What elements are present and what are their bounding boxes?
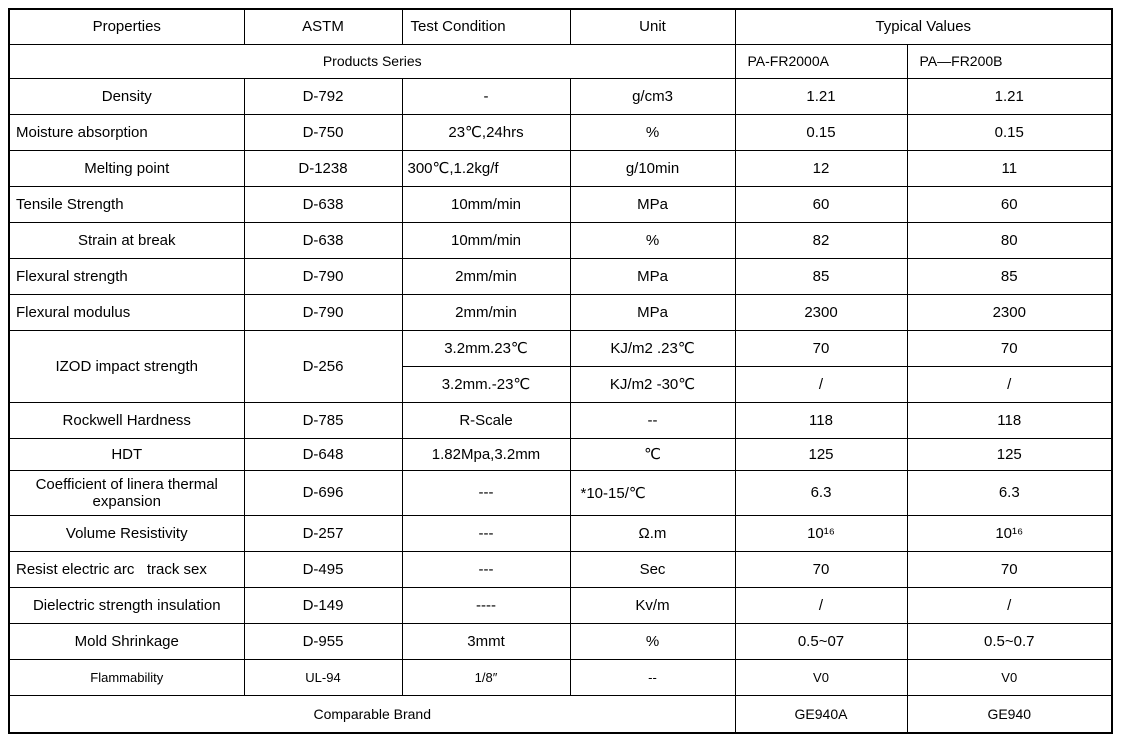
value-a-cell: 82 xyxy=(735,222,907,258)
value-a-cell: 1.21 xyxy=(735,78,907,114)
test-condition-cell: 10mm/min xyxy=(402,222,570,258)
value-a-cell: 0.5~07 xyxy=(735,623,907,659)
series-col-pa-fr2000a: PA-FR2000A xyxy=(735,44,907,78)
table-row xyxy=(9,114,1112,150)
table-row xyxy=(9,659,1112,695)
table-row xyxy=(9,78,1112,114)
value-a-cell: 118 xyxy=(735,402,907,438)
test-condition-cell: 3.2mm.-23℃ xyxy=(402,366,570,402)
astm-cell: D-1238 xyxy=(244,150,402,186)
test-condition-cell: --- xyxy=(402,515,570,551)
value-b-cell: 125 xyxy=(907,438,1112,470)
property-cell: Flammability xyxy=(9,659,244,695)
table-row xyxy=(9,515,1112,551)
unit-cell: Ω.m xyxy=(570,515,735,551)
value-a-cell: / xyxy=(735,587,907,623)
table-body xyxy=(9,78,1112,733)
test-condition-cell: 10mm/min xyxy=(402,186,570,222)
table-row xyxy=(9,438,1112,470)
astm-cell: D-256 xyxy=(244,330,402,402)
value-a-cell: / xyxy=(735,366,907,402)
unit-cell: KJ/m2 .23℃ xyxy=(570,330,735,366)
astm-cell: D-790 xyxy=(244,258,402,294)
unit-cell: -- xyxy=(570,402,735,438)
value-a-cell: 0.15 xyxy=(735,114,907,150)
value-b-cell: / xyxy=(907,587,1112,623)
table-row xyxy=(9,695,1112,733)
value-a-cell: 12 xyxy=(735,150,907,186)
test-condition-cell: 3mmt xyxy=(402,623,570,659)
value-a-cell: 85 xyxy=(735,258,907,294)
property-cell: Mold Shrinkage xyxy=(9,623,244,659)
property-cell: Moisture absorption xyxy=(9,114,244,150)
test-condition-cell: 1/8″ xyxy=(402,659,570,695)
unit-cell: % xyxy=(570,623,735,659)
property-cell: HDT xyxy=(9,438,244,470)
property-cell: Flexural strength xyxy=(9,258,244,294)
value-a-cell: 10¹⁶ xyxy=(735,515,907,551)
test-condition-cell: --- xyxy=(402,470,570,515)
value-a-cell: 125 xyxy=(735,438,907,470)
table-row xyxy=(9,551,1112,587)
property-cell: Melting point xyxy=(9,150,244,186)
astm-cell: D-792 xyxy=(244,78,402,114)
unit-cell: Kv/m xyxy=(570,587,735,623)
col-header-typical-values: Typical Values xyxy=(735,9,1112,44)
astm-cell: D-696 xyxy=(244,470,402,515)
series-col-pa-fr200b: PA—FR200B xyxy=(907,44,1112,78)
table-row xyxy=(9,258,1112,294)
unit-cell: g/cm3 xyxy=(570,78,735,114)
table-row xyxy=(9,470,1112,515)
test-condition-cell: 23℃,24hrs xyxy=(402,114,570,150)
unit-cell: MPa xyxy=(570,186,735,222)
property-cell: Resist electric arc track sex xyxy=(9,551,244,587)
test-condition-cell: 2mm/min xyxy=(402,294,570,330)
value-b-cell: 0.15 xyxy=(907,114,1112,150)
test-condition-cell: 1.82Mpa,3.2mm xyxy=(402,438,570,470)
astm-cell: D-638 xyxy=(244,186,402,222)
table-row xyxy=(9,294,1112,330)
value-a-cell: 6.3 xyxy=(735,470,907,515)
col-header-astm: ASTM xyxy=(244,9,402,44)
unit-cell: Sec xyxy=(570,551,735,587)
unit-cell: % xyxy=(570,114,735,150)
table-row xyxy=(9,330,1112,366)
value-a-cell: GE940A xyxy=(735,695,907,733)
value-b-cell: 70 xyxy=(907,330,1112,366)
comparable-brand-label: Comparable Brand xyxy=(9,695,735,733)
astm-cell: D-790 xyxy=(244,294,402,330)
value-b-cell: 0.5~0.7 xyxy=(907,623,1112,659)
property-cell: Coefficient of linera thermal expansion xyxy=(9,470,244,515)
value-a-cell: 70 xyxy=(735,330,907,366)
value-b-cell: 85 xyxy=(907,258,1112,294)
astm-cell: D-750 xyxy=(244,114,402,150)
property-cell: Dielectric strength insulation xyxy=(9,587,244,623)
table-row xyxy=(9,402,1112,438)
unit-cell: MPa xyxy=(570,294,735,330)
value-a-cell: 2300 xyxy=(735,294,907,330)
test-condition-cell: - xyxy=(402,78,570,114)
test-condition-cell: 3.2mm.23℃ xyxy=(402,330,570,366)
products-series-row xyxy=(9,44,1112,78)
astm-cell: D-638 xyxy=(244,222,402,258)
table-row xyxy=(9,587,1112,623)
table-row xyxy=(9,623,1112,659)
table-row xyxy=(9,150,1112,186)
astm-cell: D-648 xyxy=(244,438,402,470)
value-a-cell: 60 xyxy=(735,186,907,222)
unit-cell: -- xyxy=(570,659,735,695)
astm-cell: D-785 xyxy=(244,402,402,438)
property-cell: IZOD impact strength xyxy=(9,330,244,402)
value-b-cell: 10¹⁶ xyxy=(907,515,1112,551)
unit-cell: % xyxy=(570,222,735,258)
test-condition-cell: R-Scale xyxy=(402,402,570,438)
material-properties-table xyxy=(8,8,1113,734)
col-header-unit: Unit xyxy=(570,9,735,44)
astm-cell: D-955 xyxy=(244,623,402,659)
value-b-cell: 2300 xyxy=(907,294,1112,330)
property-cell: Density xyxy=(9,78,244,114)
header-row xyxy=(9,9,1112,44)
col-header-test-condition: Test Condition xyxy=(402,9,570,44)
value-a-cell: 70 xyxy=(735,551,907,587)
unit-cell: g/10min xyxy=(570,150,735,186)
property-cell: Volume Resistivity xyxy=(9,515,244,551)
test-condition-cell: --- xyxy=(402,551,570,587)
unit-cell: *10-15/℃ xyxy=(570,470,735,515)
value-b-cell: V0 xyxy=(907,659,1112,695)
unit-cell: ℃ xyxy=(570,438,735,470)
unit-cell: KJ/m2 -30℃ xyxy=(570,366,735,402)
astm-cell: D-149 xyxy=(244,587,402,623)
col-header-properties: Properties xyxy=(9,9,244,44)
property-cell: Rockwell Hardness xyxy=(9,402,244,438)
property-cell: Flexural modulus xyxy=(9,294,244,330)
test-condition-cell: 2mm/min xyxy=(402,258,570,294)
value-b-cell: 118 xyxy=(907,402,1112,438)
astm-cell: D-495 xyxy=(244,551,402,587)
value-b-cell: 70 xyxy=(907,551,1112,587)
value-b-cell: 11 xyxy=(907,150,1112,186)
astm-cell: UL-94 xyxy=(244,659,402,695)
property-cell: Strain at break xyxy=(9,222,244,258)
value-b-cell: 6.3 xyxy=(907,470,1112,515)
value-b-cell: 80 xyxy=(907,222,1112,258)
products-series-label: Products Series xyxy=(9,44,735,78)
value-b-cell: GE940 xyxy=(907,695,1112,733)
unit-cell: MPa xyxy=(570,258,735,294)
value-b-cell: 1.21 xyxy=(907,78,1112,114)
property-cell: Tensile Strength xyxy=(9,186,244,222)
table-row xyxy=(9,222,1112,258)
value-a-cell: V0 xyxy=(735,659,907,695)
test-condition-cell: ---- xyxy=(402,587,570,623)
astm-cell: D-257 xyxy=(244,515,402,551)
value-b-cell: 60 xyxy=(907,186,1112,222)
value-b-cell: / xyxy=(907,366,1112,402)
table-row xyxy=(9,186,1112,222)
test-condition-cell: 300℃,1.2kg/f xyxy=(402,150,570,186)
